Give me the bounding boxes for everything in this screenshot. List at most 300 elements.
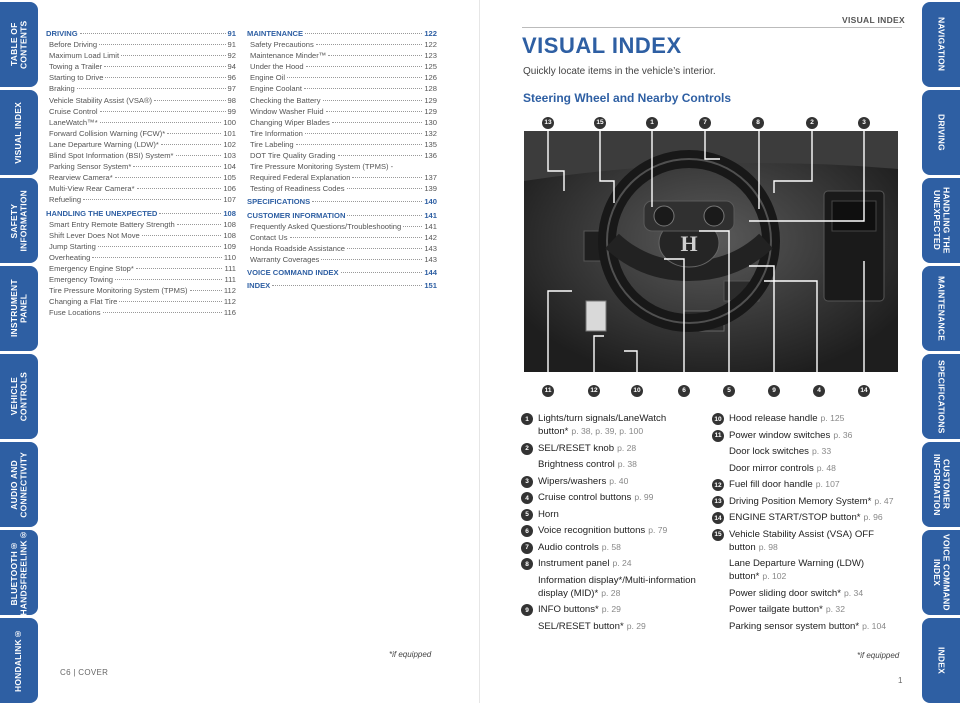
item-label: Power window switches [729,429,831,441]
item-label: Cruise control buttons [538,492,632,503]
toc-leader-dots [304,88,422,89]
callout-number: 11 [542,385,554,397]
item-text [538,475,696,488]
index-item[interactable] [521,524,696,537]
callout-number: 10 [631,385,643,397]
equipped-note-right: *if equipped [857,651,900,660]
toc-page-number: 112 [223,297,236,307]
callout-number: 15 [594,117,606,129]
toc-leader-dots [352,177,422,178]
item-page-reference[interactable]: p. 99 [634,492,654,502]
item-number: 15 [712,529,724,541]
item-page-reference[interactable]: p. 29 [601,604,621,614]
toc-entry[interactable] [46,219,236,230]
toc-page-number: 104 [223,162,236,172]
item-page-reference[interactable]: p. 107 [815,479,840,489]
item-page-reference[interactable]: p. 36 [833,429,853,440]
index-item[interactable] [712,462,902,475]
index-item[interactable] [521,412,696,438]
item-label: Audio controls [538,541,599,553]
index-item[interactable] [712,557,902,583]
toc-leader-dots [176,155,222,156]
toc-entry[interactable] [247,95,437,106]
toc-page-number: 130 [424,117,437,127]
item-number: 2 [521,443,533,455]
item-text [538,603,696,616]
header-rule [522,27,902,28]
callout-number: 3 [858,117,870,129]
index-item[interactable] [521,557,696,570]
toc-leader-dots [328,55,422,56]
tab-vehicle-controls[interactable] [0,354,38,439]
toc-leader-dots [99,44,225,45]
toc-entry[interactable] [46,95,236,106]
toc-leader-dots [321,259,422,260]
item-label: Brightness control [538,459,615,470]
index-item[interactable] [521,491,696,504]
item-text [729,603,902,616]
index-item[interactable] [521,442,696,455]
index-item[interactable] [712,603,902,616]
item-text [538,508,696,521]
tab-label: VEHICLE CONTROLS [8,371,28,422]
toc-section-heading[interactable] [247,280,437,291]
toc-section-heading[interactable] [46,28,236,39]
toc-page-number: 122 [424,40,437,50]
toc-page-number: 91 [227,40,236,50]
tab-label: HANDLING THE UNEXPECTED [932,187,952,254]
callout-marker [858,111,870,129]
toc-entry[interactable] [247,83,437,94]
cockpit-photo [524,131,898,372]
tab-label: INSTRUMENT PANEL [8,279,28,338]
toc-page-number: 142 [424,232,437,242]
toc-entry-text: Checking the Battery [250,95,321,105]
index-item[interactable] [521,475,696,488]
item-page-reference[interactable]: p. 24 [612,558,632,568]
item-number: 7 [521,542,533,554]
tab-index[interactable] [922,618,960,703]
toc-page-number: 108 [223,208,236,218]
toc-page-number: 129 [424,95,437,105]
index-item[interactable] [521,603,696,616]
callout-number: 7 [699,117,711,129]
tab-driving[interactable] [922,90,960,175]
item-text [729,528,902,554]
toc-entry-text: VOICE COMMAND INDEX [247,267,339,277]
toc-page-number: 129 [424,106,437,116]
callout-marker [806,111,818,129]
toc-entry-text: Cruise Control [49,106,98,116]
toc-leader-dots [347,188,423,189]
toc-leader-dots [290,237,423,238]
toc-entry-text: MAINTENANCE [247,29,304,38]
tab-table-of-contents[interactable] [0,2,38,87]
item-page-reference[interactable]: p. 96 [863,512,883,522]
index-item[interactable] [712,495,902,508]
toc-page-number: 125 [424,62,437,72]
toc-leader-dots [100,111,226,112]
toc-entry-text: Emergency Towing [49,275,114,285]
toc-entry[interactable] [46,274,236,285]
item-page-reference[interactable]: p. 104 [862,620,887,631]
toc-entry[interactable] [46,172,236,183]
tab-audio-and-connectivity[interactable] [0,442,38,527]
callout-number: 12 [588,385,600,397]
toc-leader-dots [338,155,423,156]
toc-column-1 [46,26,236,318]
toc-page-number: 105 [223,173,236,183]
toc-entry[interactable] [46,263,236,274]
toc-page-number: 102 [223,139,236,149]
toc-entry[interactable] [247,221,437,232]
toc-entry [247,172,437,183]
item-text [538,491,696,504]
item-page-reference[interactable]: p. 58 [601,541,621,552]
callout-number: 9 [768,385,780,397]
tab-visual-index[interactable] [0,90,38,175]
item-page-reference[interactable]: p. 28 [601,587,621,598]
toc-entry-text: Shift Lever Does Not Move [49,230,140,240]
toc-page-number: 99 [227,106,236,116]
index-item[interactable] [521,508,696,521]
tab-maintenance[interactable] [922,266,960,351]
toc-entry[interactable] [46,128,236,139]
toc-entry[interactable] [46,61,236,72]
item-label: Lane Departure Warning (LDW) button* [729,558,865,582]
toc-entry-text: Warranty Coverages [250,254,320,264]
tab-voice-command-index[interactable] [922,530,960,615]
toc-section-heading[interactable] [46,208,236,219]
toc-leader-dots [137,188,222,189]
toc-page-number: 126 [424,73,437,83]
item-text [729,557,902,583]
index-item[interactable] [521,620,696,633]
index-item[interactable] [521,574,696,600]
toc-entry-text: HANDLING THE UNEXPECTED [46,208,158,218]
toc-entry-text: Tire Labeling [250,139,294,149]
item-page-reference[interactable]: p. 102 [762,571,787,581]
item-page-reference[interactable]: p. 47 [874,495,894,506]
toc-leader-dots [177,224,222,225]
toc-entry[interactable] [247,139,437,150]
tab-label: SAFETY INFORMATION [8,189,28,252]
item-page-reference[interactable]: p. 38, p. 39, p. 100 [571,426,644,436]
toc-leader-dots [98,246,221,247]
page-subtitle: Quickly locate items in the vehicle’s interior. [523,66,716,77]
item-text [538,412,696,438]
toc-leader-dots [161,144,221,145]
toc-entry[interactable] [46,50,236,61]
toc-leader-dots [133,166,221,167]
item-number: 10 [712,413,724,425]
index-item[interactable] [712,620,902,633]
toc-leader-dots [83,199,221,200]
tab-label: SPECIFICATIONS [936,359,947,434]
toc-leader-dots [305,33,422,34]
toc-section-heading[interactable] [247,28,437,39]
tab-customer-information[interactable] [922,442,960,527]
toc-entry[interactable] [46,285,236,296]
item-text [538,458,696,471]
callout-number: 14 [858,385,870,397]
toc-entry-text: Starting to Drive [49,73,104,83]
item-page-reference[interactable]: p. 38 [617,459,637,469]
footer-left: C6 | COVER [60,668,109,677]
toc-entry-text: Changing a Flat Tire [49,297,118,307]
toc-entry-text: Tire Pressure Monitoring System (TPMS) [49,286,188,296]
toc-page-number: 143 [424,254,437,264]
toc-leader-dots [115,279,222,280]
index-item[interactable] [521,458,696,471]
item-page-reference[interactable]: p. 40 [609,475,629,486]
toc-entry[interactable] [247,254,437,265]
toc-page-number: 141 [424,210,437,220]
item-text [538,574,696,600]
toc-entry[interactable] [46,296,236,307]
toc-leader-dots [136,268,223,269]
index-item[interactable] [712,528,902,554]
toc-page-number: 136 [424,151,437,161]
toc-entry[interactable] [247,106,437,117]
toc-entry[interactable] [46,39,236,50]
index-item[interactable] [712,478,902,491]
callout-marker [678,379,690,397]
toc-entry[interactable] [46,241,236,252]
toc-entry[interactable] [46,83,236,94]
callout-marker [723,379,735,397]
item-text [538,541,696,554]
tab-label: HONDALINK® [13,629,24,692]
toc-page-number: 91 [227,29,236,38]
toc-page-number: 108 [223,219,236,229]
page-number: 1 [898,676,903,685]
toc-entry[interactable] [46,230,236,241]
toc-page-number: 112 [223,286,236,296]
item-text [538,620,696,633]
toc-entry-text: Vehicle Stability Assist (VSA®) [49,95,153,105]
item-label: Horn [538,508,559,520]
toc-page-number: 96 [227,73,236,83]
item-label: SEL/RESET knob [538,442,615,454]
tab-label: AUDIO AND CONNECTIVITY [8,451,28,518]
toc-entry-multiline[interactable] [247,161,437,183]
item-number: 12 [712,479,724,491]
toc-entry[interactable] [247,150,437,161]
item-page-reference[interactable]: p. 33 [811,446,832,456]
item-label: Door lock switches [729,446,809,457]
toc-entry[interactable] [46,117,236,128]
index-item[interactable] [712,587,902,600]
item-text [538,557,696,570]
callout-marker [594,111,606,129]
toc-leader-dots [92,257,222,258]
toc-page-number: 111 [224,263,236,273]
toc-entry-text: Under the Hood [250,62,304,72]
toc-entry[interactable] [247,117,437,128]
toc-entry[interactable] [46,106,236,117]
toc-entry-text: Before Driving [49,40,98,50]
page-title: VISUAL INDEX [522,33,682,58]
leader-lines [524,131,898,372]
toc-entry[interactable] [46,307,236,318]
toc-entry[interactable] [46,72,236,83]
toc-entry[interactable] [46,139,236,150]
item-text [538,442,696,455]
toc-entry-text: Testing of Readiness Codes [250,184,345,194]
toc-entry-text: Honda Roadside Assistance [250,243,345,253]
callout-number: 6 [678,385,690,397]
item-page-reference[interactable]: p. 34 [843,587,864,598]
toc-leader-dots [296,144,423,145]
toc-entry[interactable] [46,252,236,263]
item-page-reference[interactable]: p. 29 [626,620,646,631]
toc-page-number: 109 [223,241,236,251]
item-text [729,445,902,458]
toc-page-number: 97 [227,84,236,94]
tab-label: BLUETOOTH® HANDSFREELINK® [8,530,28,615]
tab-bluetooth-handsfreelink[interactable] [0,530,38,615]
toc-entry-text: Rearview Camera* [49,173,113,183]
item-list-left [521,412,696,636]
item-page-reference[interactable]: p. 32 [825,604,845,614]
tab-label: TABLE OF CONTENTS [8,20,28,69]
toc-entry-text: Maximum Load Limit [49,51,120,61]
item-text [729,495,902,508]
item-label: Instrument panel [538,558,610,569]
toc-entry[interactable] [247,232,437,243]
toc-section-heading[interactable] [247,210,437,221]
toc-page-number: 116 [223,308,236,318]
tab-navigation[interactable] [922,2,960,87]
item-number: 14 [712,512,724,524]
toc-page-number: 100 [223,117,236,127]
toc-page-number: 128 [424,84,437,94]
toc-page-number: 123 [424,51,437,61]
tab-label: DRIVING [936,114,947,151]
item-page-reference[interactable]: p. 28 [617,442,637,453]
toc-entry[interactable] [46,150,236,161]
section-title: Steering Wheel and Nearby Controls [523,91,732,105]
item-number: 4 [521,492,533,504]
toc-leader-dots [80,33,226,34]
toc-leader-dots [77,88,226,89]
item-number: 9 [521,604,533,616]
toc-page-number: 143 [424,243,437,253]
toc-column-2 [247,26,437,291]
toc-page-number: 137 [424,173,437,183]
item-number: 3 [521,476,533,488]
item-page-reference[interactable]: p. 79 [648,525,668,535]
tab-safety-information[interactable] [0,178,38,263]
callout-marker [768,379,780,397]
callout-marker [858,379,870,397]
item-page-reference[interactable]: p. 48 [816,462,836,473]
tab-hondalink[interactable] [0,618,38,703]
toc-entry[interactable] [247,243,437,254]
toc-leader-dots [347,248,422,249]
toc-entry-text: LaneWatch™* [49,117,98,127]
toc-leader-dots [316,44,423,45]
tab-label: INDEX [936,647,947,674]
toc-section-heading[interactable] [247,196,437,207]
toc-leader-dots [119,301,222,302]
toc-entry-text: Jump Starting [49,241,96,251]
item-text [729,462,902,475]
toc-entry-text: INDEX [247,281,271,291]
toc-entry-text: Braking [49,84,75,94]
toc-entry[interactable] [46,194,236,205]
toc-page-number: 92 [227,51,236,61]
toc-entry-text: Changing Wiper Blades [250,117,330,127]
toc-page-number: 139 [424,184,437,194]
toc-page-number: 110 [223,252,236,262]
toc-page-number: 111 [224,275,236,285]
callout-number: 8 [752,117,764,129]
toc-page-number: 141 [424,221,437,231]
toc-entry[interactable] [247,128,437,139]
toc-entry-text: Contact Us [250,232,288,242]
index-item[interactable] [712,412,902,425]
toc-entry[interactable] [247,72,437,83]
item-label: Fuel fill door handle [729,479,813,490]
callout-number: 2 [806,117,818,129]
tab-instrument-panel[interactable] [0,266,38,351]
left-tab-strip [0,0,38,703]
index-item[interactable] [521,541,696,554]
toc-entry-text: SPECIFICATIONS [247,197,311,207]
toc-leader-dots [190,290,222,291]
toc-leader-dots [167,133,221,134]
tab-handling-the-unexpected[interactable] [922,178,960,263]
toc-leader-dots [306,66,423,67]
item-number: 11 [712,430,724,442]
item-label: Door mirror controls [729,462,814,474]
toc-entry-text: Overheating [49,252,91,262]
toc-page-number: 94 [227,62,236,72]
item-text [729,412,902,425]
toc-entry[interactable] [46,183,236,194]
callout-marker [542,111,554,129]
item-label: SEL/RESET button* [538,620,624,632]
toc-entry[interactable] [247,50,437,61]
callout-marker [631,379,643,397]
index-item[interactable] [712,445,902,458]
callout-marker [542,379,554,397]
item-number: 1 [521,413,533,425]
index-item[interactable] [712,511,902,524]
toc-leader-dots [347,215,422,216]
toc-page-number: 144 [424,267,437,277]
item-number: 8 [521,558,533,570]
toc-page-number: 103 [223,151,236,161]
toc-entry[interactable] [247,39,437,50]
toc-entry[interactable] [46,161,236,172]
toc-entry-text: Frequently Asked Questions/Troubleshooting [250,221,402,231]
item-number: 13 [712,496,724,508]
toc-section-heading[interactable] [247,267,437,278]
toc-leader-dots [154,100,225,101]
toc-leader-dots [312,201,422,202]
item-page-reference[interactable]: p. 98 [758,541,778,552]
index-item[interactable] [712,429,902,442]
tab-label: VOICE COMMAND INDEX [932,534,952,611]
tab-specifications[interactable] [922,354,960,439]
toc-entry[interactable] [247,61,437,72]
toc-entry[interactable] [247,183,437,194]
toc-page-number: 101 [223,128,236,138]
item-page-reference[interactable]: p. 125 [820,413,845,423]
